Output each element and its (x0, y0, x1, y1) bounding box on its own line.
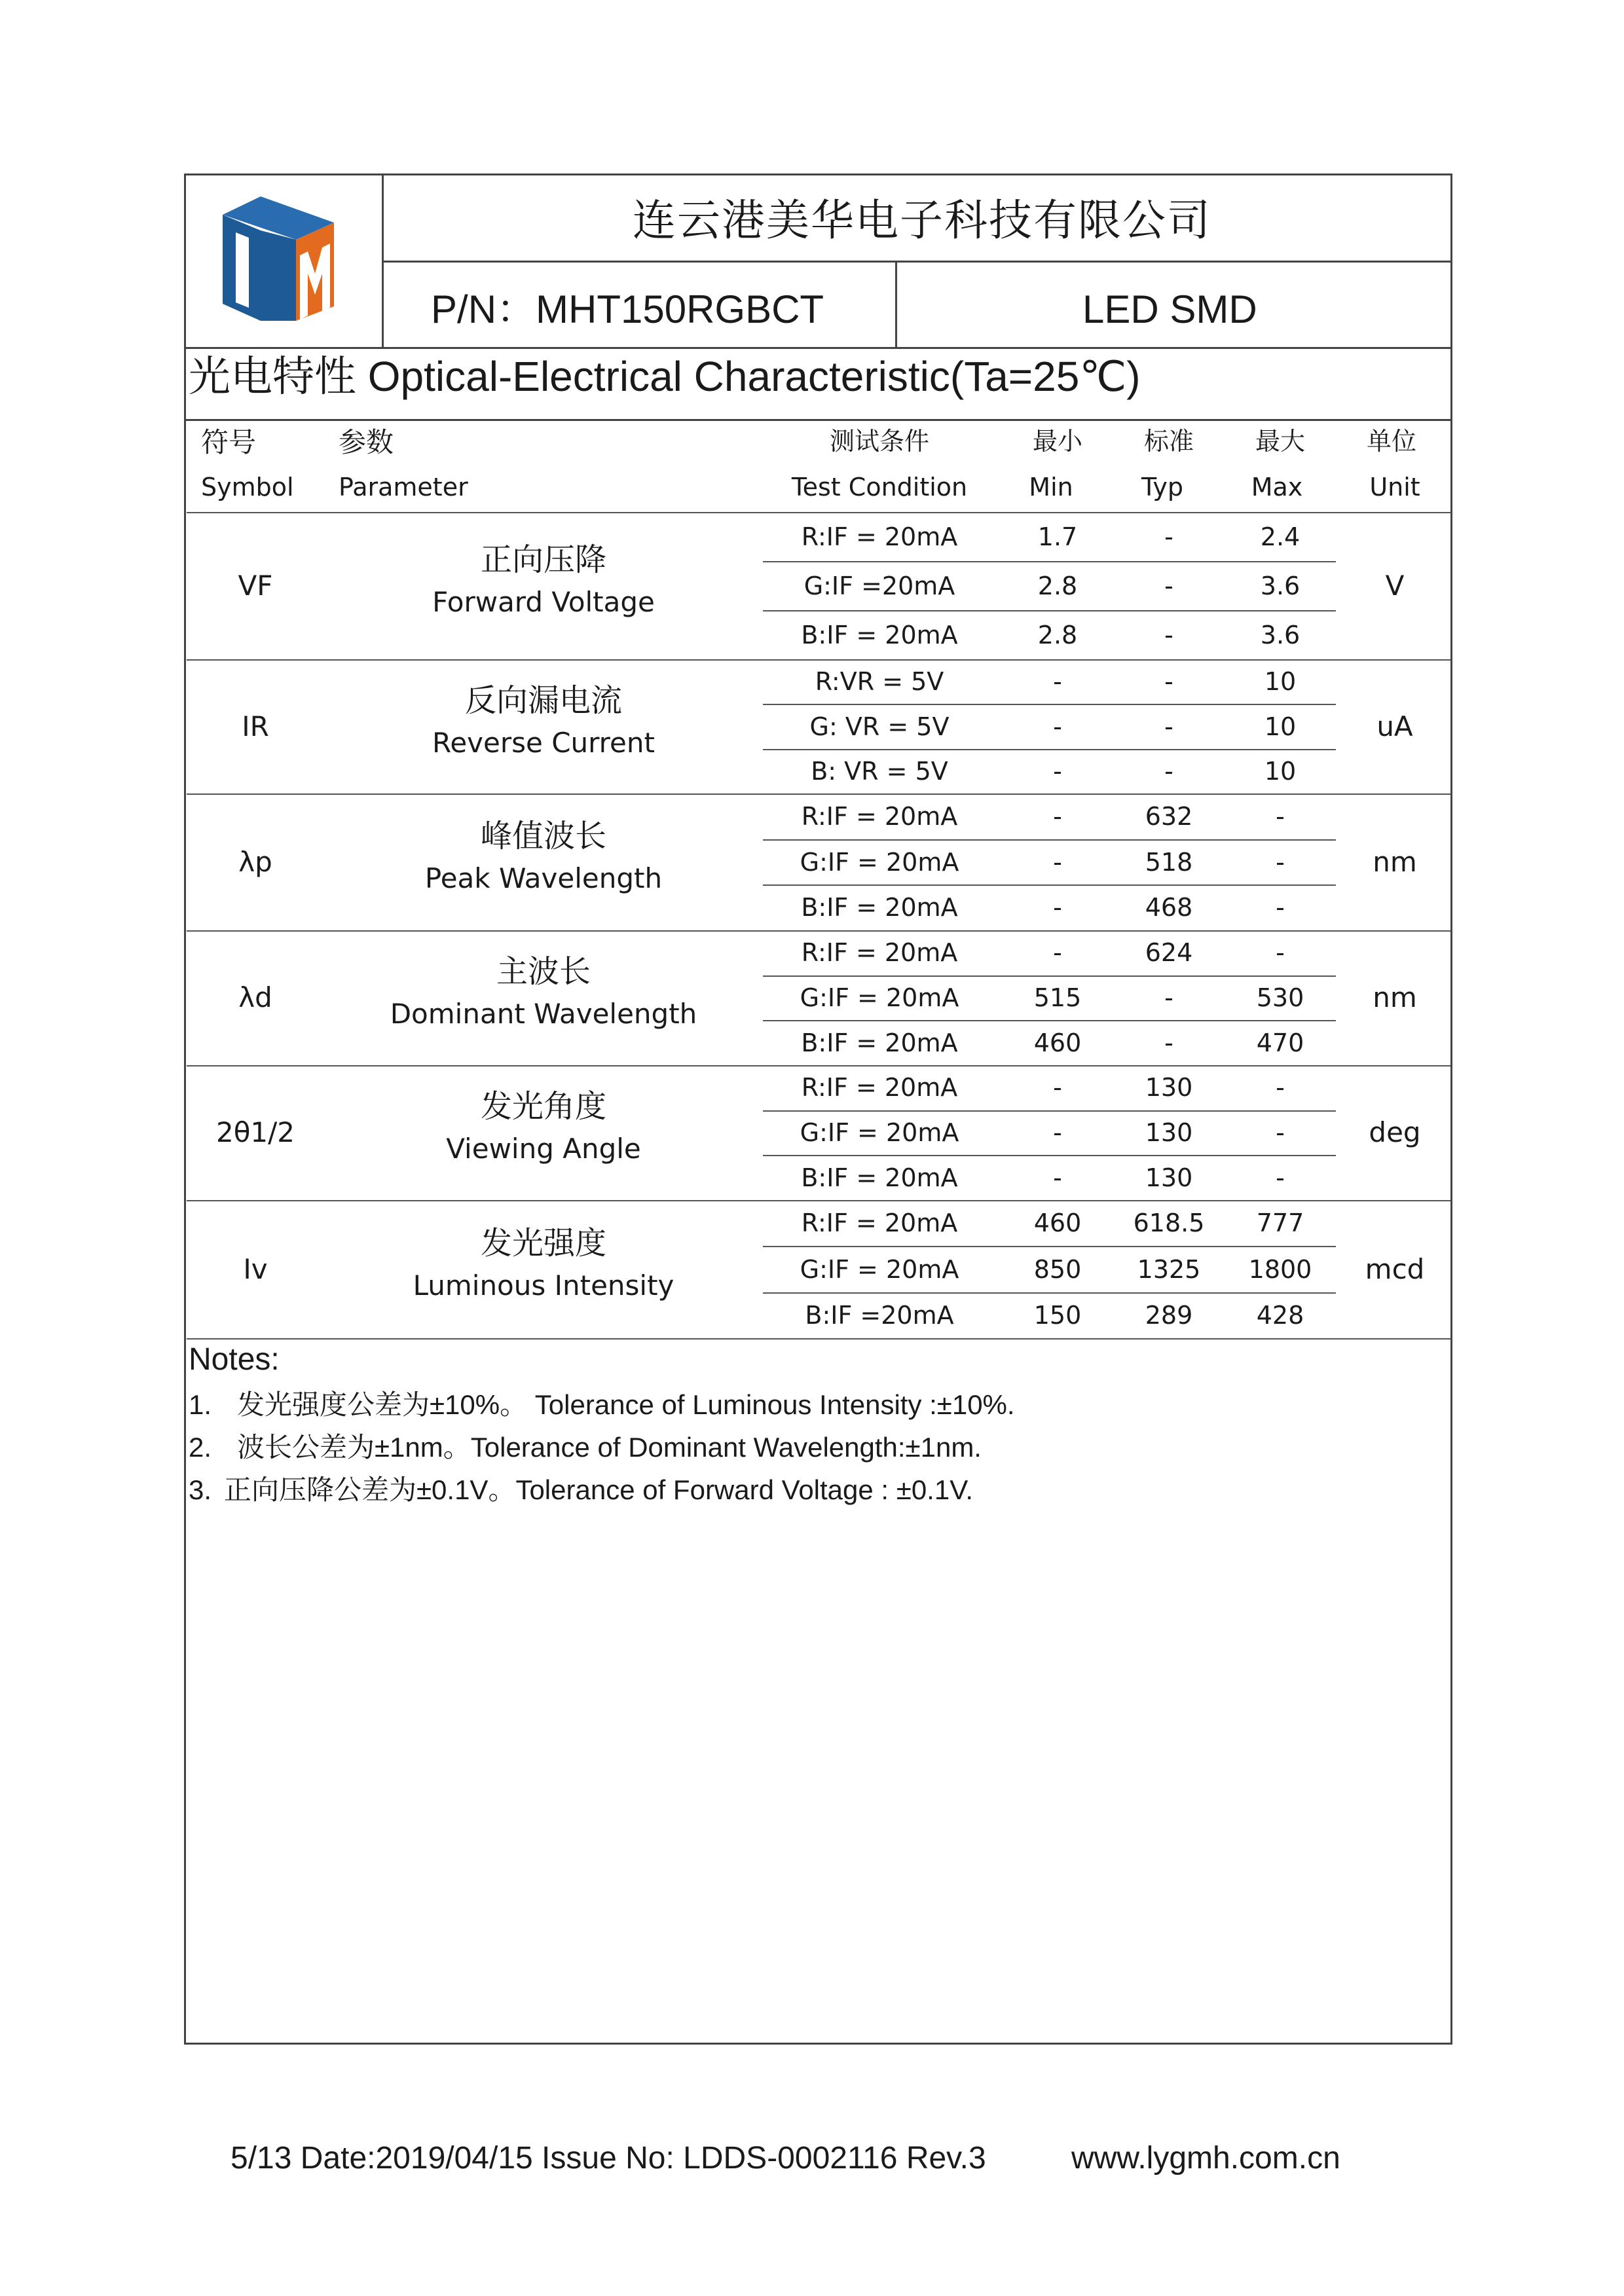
note-3-text: 正向压降公差为±0.1V。Tolerance of Forward Voltage : ±0.1V. (224, 1474, 974, 1505)
typ-cell: 130 (1145, 1163, 1193, 1192)
max-cell: - (1276, 938, 1285, 968)
note-1-text: 发光强度公差为±10%。 Tolerance of Luminous Intensity :±10%. (237, 1389, 1015, 1420)
typ-cell: - (1164, 712, 1173, 741)
company-logo (223, 196, 334, 321)
col-parameter-cn: 参数 (339, 426, 394, 458)
max-cell: - (1276, 1073, 1285, 1102)
min-cell: - (1053, 847, 1062, 877)
row-divider (763, 1110, 1336, 1112)
parameter-en: Luminous Intensity (413, 1269, 674, 1302)
typ-cell: - (1164, 667, 1173, 697)
footer-url[interactable]: www.lygmh.com.cn (1071, 2141, 1340, 2176)
condition-cell: G:IF = 20mA (800, 983, 959, 1012)
parameter-en: Viewing Angle (446, 1133, 641, 1165)
min-cell: 460 (1033, 1028, 1082, 1057)
col-condition-cn: 测试条件 (829, 427, 929, 456)
note-2-text: 波长公差为±1nm。Tolerance of Dominant Wavelength:±1nm. (237, 1432, 982, 1463)
typ-cell: 1325 (1137, 1254, 1201, 1284)
condition-cell: G:IF = 20mA (800, 1254, 959, 1284)
parameter-cn: 反向漏电流 (464, 682, 622, 719)
typ-cell: 624 (1145, 938, 1193, 968)
max-cell: - (1276, 1163, 1285, 1192)
max-cell: 2.4 (1260, 522, 1301, 551)
company-name: 连云港美华电子科技有限公司 (633, 195, 1211, 246)
col-symbol-en: Symbol (201, 473, 294, 501)
group-divider (187, 1065, 1450, 1066)
parameter-en: Dominant Wavelength (390, 998, 697, 1030)
min-cell: - (1053, 1073, 1062, 1102)
row-divider (763, 1020, 1336, 1021)
unit-cell: V (1385, 569, 1405, 602)
max-cell: - (1276, 847, 1285, 877)
row-divider (763, 884, 1336, 886)
condition-cell: R:IF = 20mA (801, 522, 958, 551)
section-title-line (184, 419, 1452, 421)
max-cell: 10 (1264, 712, 1297, 741)
min-cell: - (1053, 938, 1062, 968)
condition-cell: G:IF = 20mA (800, 1118, 959, 1147)
condition-cell: B:IF = 20mA (801, 1028, 958, 1057)
col-unit-cn: 单位 (1366, 427, 1416, 456)
max-cell: - (1276, 801, 1285, 831)
col-parameter-en: Parameter (339, 473, 468, 501)
row-divider (763, 749, 1336, 750)
typ-cell: - (1164, 571, 1173, 600)
symbol-cell: Iv (243, 1252, 268, 1285)
footer-info: 5/13 Date:2019/04/15 Issue No: LDDS-0002116 Rev.3 (231, 2141, 986, 2176)
group-divider (187, 1200, 1450, 1201)
min-cell: 850 (1033, 1254, 1082, 1284)
max-cell: 1800 (1248, 1254, 1312, 1284)
typ-cell: 468 (1145, 893, 1193, 922)
typ-cell: - (1164, 983, 1173, 1012)
col-min-en: Min (1029, 473, 1073, 501)
header-divider (382, 261, 1452, 263)
max-cell: 3.6 (1260, 620, 1301, 649)
condition-cell: R:IF = 20mA (801, 1209, 958, 1238)
notes-title: Notes: (189, 1342, 280, 1377)
col-condition-en: Test Condition (791, 473, 968, 501)
condition-cell: R:VR = 5V (815, 667, 944, 697)
col-symbol-cn: 符号 (201, 426, 257, 458)
condition-cell: B:IF = 20mA (801, 893, 958, 922)
row-divider (763, 561, 1336, 562)
col-max-en: Max (1251, 473, 1303, 501)
group-divider (187, 659, 1450, 661)
note-1-number: 1. (189, 1389, 212, 1420)
symbol-cell: 2θ1/2 (215, 1116, 295, 1148)
product-type: LED SMD (1082, 287, 1257, 331)
section-title: 光电特性 Optical-Electrical Characteristic(Ta=25℃) (189, 353, 1141, 400)
min-cell: - (1053, 756, 1062, 786)
max-cell: 10 (1264, 667, 1297, 697)
condition-cell: B:IF =20mA (805, 1300, 954, 1330)
condition-cell: B:IF = 20mA (801, 620, 958, 649)
parameter-cn: 主波长 (496, 953, 591, 990)
max-cell: - (1276, 893, 1285, 922)
min-cell: 2.8 (1037, 620, 1078, 649)
unit-cell: nm (1373, 845, 1417, 878)
parameter-cn: 峰值波长 (480, 817, 606, 854)
typ-cell: 618.5 (1133, 1209, 1205, 1238)
parameter-en: Reverse Current (432, 726, 655, 759)
typ-cell: 632 (1145, 801, 1193, 831)
typ-cell: 518 (1145, 847, 1193, 877)
min-cell: 150 (1033, 1300, 1082, 1330)
max-cell: 10 (1264, 756, 1297, 786)
condition-cell: R:IF = 20mA (801, 801, 958, 831)
min-cell: 2.8 (1037, 571, 1078, 600)
parameter-en: Peak Wavelength (424, 862, 663, 894)
typ-cell: - (1164, 522, 1173, 551)
note-2-number: 2. (189, 1432, 212, 1463)
parameter-cn: 正向压降 (480, 541, 606, 578)
parameter-cn: 发光角度 (480, 1088, 606, 1125)
row-divider (763, 1292, 1336, 1294)
max-cell: 777 (1256, 1209, 1304, 1238)
min-cell: 1.7 (1037, 522, 1078, 551)
min-cell: 515 (1033, 983, 1082, 1012)
row-divider (763, 839, 1336, 841)
row-divider (763, 1155, 1336, 1156)
unit-cell: uA (1376, 710, 1413, 742)
condition-cell: B: VR = 5V (811, 756, 948, 786)
min-cell: 460 (1033, 1209, 1082, 1238)
group-divider (187, 1338, 1450, 1339)
parameter-en: Forward Voltage (432, 585, 655, 618)
note-3-number: 3. (189, 1474, 212, 1505)
condition-cell: B:IF = 20mA (801, 1163, 958, 1192)
row-divider (763, 610, 1336, 611)
typ-cell: 130 (1145, 1073, 1193, 1102)
condition-cell: R:IF = 20mA (801, 938, 958, 968)
min-cell: - (1053, 893, 1062, 922)
unit-cell: nm (1373, 981, 1417, 1013)
unit-cell: deg (1369, 1116, 1421, 1148)
condition-cell: G:IF = 20mA (800, 847, 959, 877)
condition-cell: R:IF = 20mA (801, 1073, 958, 1102)
symbol-cell: IR (242, 710, 269, 742)
max-cell: 470 (1256, 1028, 1304, 1057)
header-bottom-line (184, 347, 1452, 349)
min-cell: - (1053, 801, 1062, 831)
part-number: P/N：MHT150RGBCT (431, 287, 824, 331)
min-cell: - (1053, 1118, 1062, 1147)
row-divider (763, 1246, 1336, 1247)
row-divider (763, 975, 1336, 977)
parameter-cn: 发光强度 (480, 1224, 606, 1262)
group-divider (187, 930, 1450, 932)
min-cell: - (1053, 712, 1062, 741)
column-header-line (187, 512, 1450, 513)
typ-cell: - (1164, 756, 1173, 786)
unit-cell: mcd (1365, 1252, 1425, 1285)
symbol-cell: VF (238, 569, 273, 602)
typ-cell: - (1164, 620, 1173, 649)
min-cell: - (1053, 1163, 1062, 1192)
condition-cell: G:IF =20mA (803, 571, 955, 600)
typ-cell: - (1164, 1028, 1173, 1057)
symbol-cell: λp (238, 845, 272, 878)
symbol-cell: λd (238, 981, 272, 1013)
max-cell: - (1276, 1118, 1285, 1147)
pn-divider (895, 261, 897, 348)
typ-cell: 130 (1145, 1118, 1193, 1147)
row-divider (763, 704, 1336, 705)
col-min-cn: 最小 (1032, 427, 1082, 456)
max-cell: 3.6 (1260, 571, 1301, 600)
col-max-cn: 最大 (1255, 427, 1305, 456)
min-cell: - (1053, 667, 1062, 697)
col-unit-en: Unit (1369, 473, 1420, 501)
group-divider (187, 793, 1450, 795)
typ-cell: 289 (1145, 1300, 1193, 1330)
max-cell: 428 (1256, 1300, 1304, 1330)
condition-cell: G: VR = 5V (809, 712, 950, 741)
col-typ-en: Typ (1141, 473, 1183, 501)
col-typ-cn: 标准 (1143, 427, 1194, 456)
max-cell: 530 (1256, 983, 1304, 1012)
